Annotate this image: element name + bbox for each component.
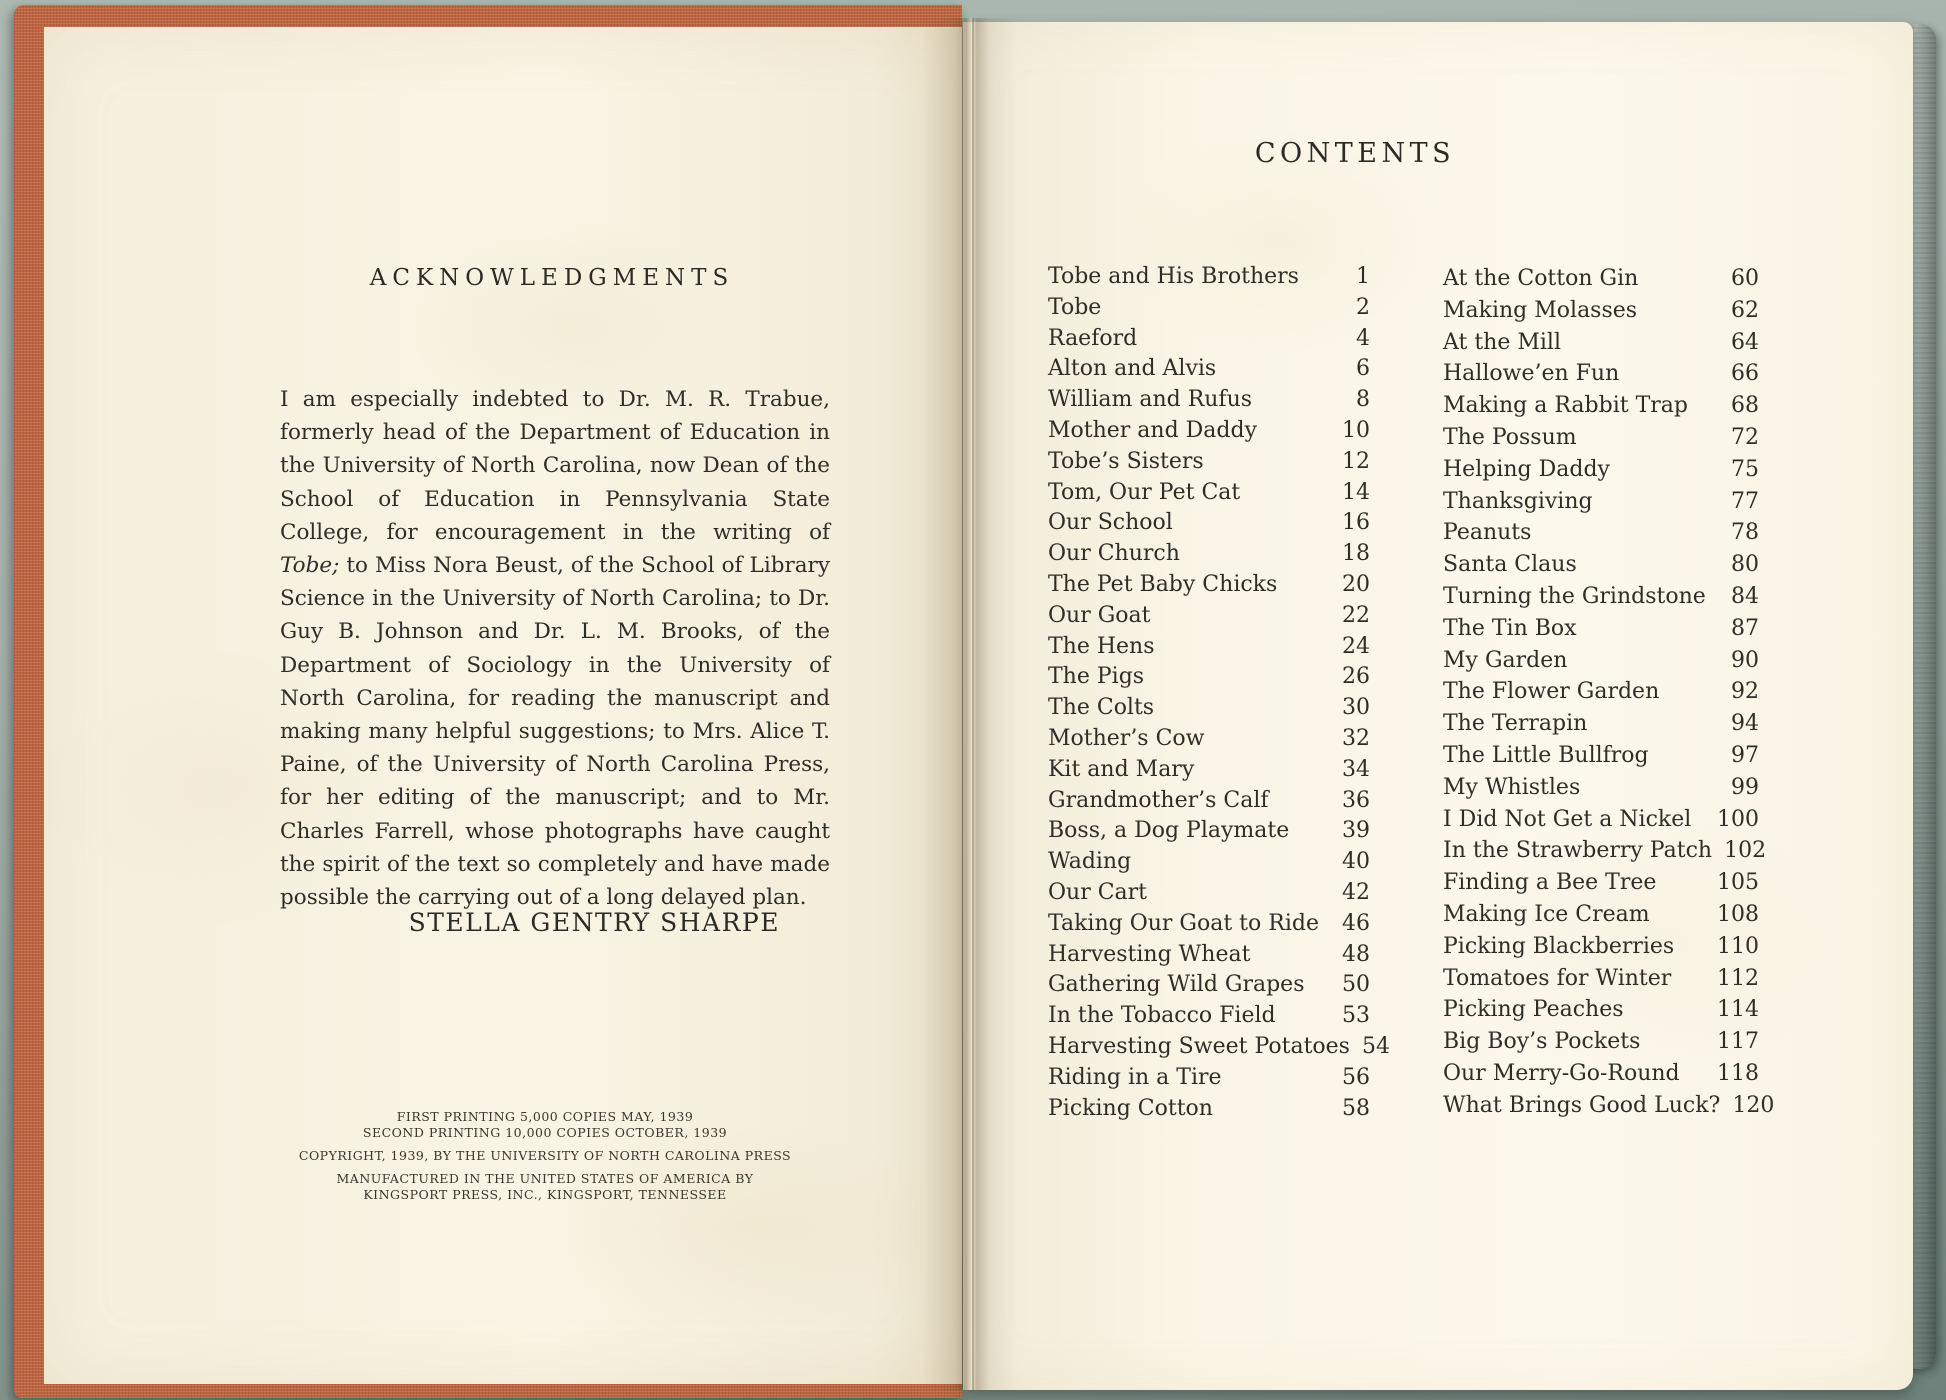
toc-entry-title: Tomatoes for Winter	[1443, 965, 1672, 991]
toc-row	[1048, 478, 1370, 509]
toc-row	[1048, 385, 1370, 416]
toc-entry-page: 20	[1342, 571, 1370, 597]
toc-entry-title: Riding in a Tire	[1048, 1064, 1222, 1090]
toc-entry-title: Making a Rabbit Trap	[1443, 393, 1688, 419]
toc-row	[1443, 772, 1759, 804]
toc-entry-title: Taking Our Goat to Ride	[1048, 910, 1319, 936]
toc-entry-title: Tobe and His Brothers	[1048, 264, 1299, 289]
toc-row	[1048, 293, 1370, 324]
toc-row	[1048, 416, 1370, 447]
toc-entry-page: 16	[1342, 510, 1370, 536]
toc-entry-title: I Did Not Get a Nickel	[1443, 806, 1692, 832]
toc-row	[1443, 1058, 1759, 1090]
toc-row	[1048, 447, 1370, 478]
toc-entry-page: 105	[1717, 870, 1759, 896]
toc-row	[1443, 517, 1759, 549]
toc-entry-page: 68	[1731, 393, 1759, 419]
toc-row	[1443, 994, 1759, 1026]
toc-entry-title: Picking Cotton	[1048, 1095, 1213, 1121]
toc-entry-title: Mother’s Cow	[1048, 725, 1205, 751]
toc-row	[1443, 963, 1759, 995]
toc-entry-page: 14	[1342, 479, 1370, 505]
toc-entry-title: Hallowe’en Fun	[1443, 361, 1620, 387]
toc-row	[1048, 940, 1370, 971]
toc-row	[1048, 601, 1370, 632]
toc-entry-page: 24	[1342, 633, 1370, 659]
toc-entry-page: 18	[1342, 541, 1370, 567]
toc-row	[1048, 786, 1370, 817]
toc-entry-title: Turning the Grindstone	[1443, 583, 1706, 609]
toc-entry-page: 26	[1342, 664, 1370, 690]
toc-entry-title: Picking Blackberries	[1443, 933, 1675, 959]
toc-entry-page: 75	[1731, 456, 1759, 482]
toc-row	[1443, 931, 1759, 963]
toc-entry-page: 34	[1342, 756, 1370, 782]
toc-entry-page: 54	[1361, 1033, 1390, 1059]
toc-entry-title: Santa Claus	[1443, 552, 1577, 578]
toc-entry-title: The Colts	[1048, 695, 1155, 721]
toc-row	[1048, 878, 1370, 909]
toc-row	[1443, 867, 1759, 899]
toc-row	[1443, 358, 1759, 390]
toc-entry-page: 97	[1731, 742, 1759, 768]
colophon	[280, 1109, 810, 1210]
toc-entry-title: Big Boy’s Pockets	[1443, 1029, 1641, 1055]
toc-row	[1443, 1026, 1759, 1058]
toc-entry-title: Our Church	[1048, 541, 1180, 567]
toc-entry-title: Peanuts	[1443, 520, 1532, 546]
toc-row	[1443, 740, 1759, 772]
toc-entry-page: 32	[1342, 725, 1370, 751]
toc-entry-page: 117	[1717, 1029, 1759, 1055]
toc-entry-page: 87	[1731, 615, 1759, 641]
toc-entry-page: 108	[1717, 901, 1759, 927]
toc-entry-page: 53	[1342, 1003, 1370, 1029]
toc-entry-title: Harvesting Sweet Potatoes	[1048, 1033, 1350, 1059]
contents-page	[963, 22, 1913, 1390]
toc-entry-title: Gathering Wild Grapes	[1048, 972, 1305, 998]
toc-row	[1048, 724, 1370, 755]
toc-entry-page: 56	[1342, 1064, 1370, 1090]
toc-row	[1048, 970, 1370, 1001]
toc-entry-page: 10	[1342, 417, 1370, 443]
toc-row	[1048, 755, 1370, 786]
toc-entry-page: 60	[1731, 266, 1759, 291]
toc-row	[1048, 262, 1370, 293]
toc-entry-title: In the Strawberry Patch	[1443, 838, 1713, 864]
toc-entry-title: Tobe	[1048, 294, 1102, 320]
toc-entry-page: 39	[1342, 818, 1370, 844]
toc-entry-page: 40	[1342, 849, 1370, 875]
toc-row	[1443, 454, 1759, 486]
toc-entry-title: Our School	[1048, 510, 1173, 536]
toc-entry-page: 112	[1717, 965, 1759, 991]
toc-entry-page: 94	[1731, 711, 1759, 737]
toc-row	[1443, 581, 1759, 613]
toc-row	[1048, 909, 1370, 940]
toc-entry-page: 4	[1356, 325, 1370, 351]
toc-entry-title: Our Cart	[1048, 879, 1148, 905]
toc-entry-page: 36	[1342, 787, 1370, 813]
toc-entry-title: Boss, a Dog Playmate	[1048, 818, 1290, 844]
toc-entry-page: 58	[1342, 1095, 1370, 1121]
printing-lines	[280, 1109, 810, 1141]
toc-row	[1443, 295, 1759, 327]
toc-entry-title: Wading	[1048, 849, 1132, 875]
toc-row	[1048, 816, 1370, 847]
toc-row	[1443, 390, 1759, 422]
toc-entry-page: 62	[1731, 297, 1759, 323]
colophon-line: SECOND PRINTING 10,000 COPIES OCTOBER, 1939	[362, 1125, 728, 1140]
toc-entry-title: My Whistles	[1443, 774, 1581, 800]
toc-row	[1048, 508, 1370, 539]
toc-entry-title: Thanksgiving	[1443, 488, 1593, 514]
toc-entry-page: 80	[1731, 552, 1759, 578]
toc-column-left	[1048, 262, 1390, 1124]
toc-row	[1048, 539, 1370, 570]
toc-row	[1443, 835, 1767, 867]
toc-entry-page: 2	[1356, 294, 1370, 320]
toc-row	[1048, 1001, 1370, 1032]
toc-entry-page: 72	[1731, 424, 1759, 450]
toc-entry-title: Finding a Bee Tree	[1443, 870, 1657, 896]
toc-entry-page: 99	[1731, 774, 1759, 800]
toc-entry-title: Grandmother’s Calf	[1048, 787, 1269, 813]
toc-entry-title: At the Cotton Gin	[1443, 266, 1639, 291]
toc-row	[1443, 486, 1759, 518]
toc-entry-title: William and Rufus	[1048, 387, 1253, 413]
toc-entry-page: 64	[1731, 329, 1759, 355]
toc-entry-page: 30	[1342, 695, 1370, 721]
toc-row	[1048, 324, 1370, 355]
toc-entry-title: The Little Bullfrog	[1443, 742, 1649, 768]
acknowledgments-paragraph	[280, 383, 830, 914]
contents-heading: CONTENTS	[1254, 138, 1456, 169]
acknowledgments-heading: ACKNOWLEDGMENTS	[369, 265, 735, 291]
toc-row	[1048, 1094, 1370, 1125]
toc-entry-page: 1	[1356, 264, 1370, 289]
toc-entry-title: Tom, Our Pet Cat	[1048, 479, 1241, 505]
toc-row	[1048, 1063, 1370, 1094]
toc-entry-title: The Hens	[1048, 633, 1155, 659]
acknowledgments-page	[44, 27, 962, 1384]
toc-entry-title: The Tin Box	[1443, 615, 1577, 641]
toc-entry-page: 12	[1342, 448, 1370, 474]
toc-entry-title: The Pigs	[1048, 664, 1145, 690]
colophon-line: MANUFACTURED IN THE UNITED STATES OF AMERICA BY	[336, 1171, 754, 1186]
toc-entry-page: 90	[1731, 647, 1759, 673]
toc-entry-title: Picking Peaches	[1443, 997, 1624, 1023]
toc-row	[1048, 662, 1370, 693]
colophon-line: FIRST PRINTING 5,000 COPIES MAY, 1939	[396, 1109, 694, 1124]
toc-row	[1048, 632, 1370, 663]
toc-entry-title: The Flower Garden	[1443, 679, 1660, 705]
colophon-line: KINGSPORT PRESS, INC., KINGSPORT, TENNESSEE	[363, 1187, 727, 1202]
toc-row	[1443, 263, 1759, 295]
toc-entry-page: 46	[1342, 910, 1370, 936]
toc-entry-title: Kit and Mary	[1048, 756, 1195, 782]
toc-entry-title: The Terrapin	[1443, 711, 1588, 737]
toc-entry-page: 22	[1342, 602, 1370, 628]
toc-row	[1443, 1090, 1775, 1122]
toc-entry-page: 6	[1356, 356, 1370, 382]
toc-entry-title: The Pet Baby Chicks	[1048, 571, 1278, 597]
copyright-group	[280, 1148, 810, 1164]
toc-row	[1443, 645, 1759, 677]
toc-row	[1443, 613, 1759, 645]
toc-row	[1048, 693, 1370, 724]
toc-entry-title: Helping Daddy	[1443, 456, 1610, 482]
toc-row	[1443, 676, 1759, 708]
toc-entry-page: 8	[1356, 387, 1370, 413]
toc-entry-title: Alton and Alvis	[1048, 356, 1217, 382]
toc-row	[1443, 804, 1759, 836]
toc-entry-title: Our Merry-Go-Round	[1443, 1060, 1680, 1086]
toc-entry-page: 114	[1717, 997, 1759, 1023]
toc-entry-page: 120	[1732, 1092, 1775, 1118]
toc-row	[1443, 899, 1759, 931]
toc-entry-page: 42	[1342, 879, 1370, 905]
author-signature: STELLA GENTRY SHARPE	[408, 908, 780, 937]
toc-entry-title: Our Goat	[1048, 602, 1151, 628]
toc-entry-title: Making Molasses	[1443, 297, 1638, 323]
toc-row	[1048, 847, 1370, 878]
toc-entry-title: Making Ice Cream	[1443, 901, 1650, 927]
toc-entry-page: 77	[1731, 488, 1759, 514]
toc-entry-page: 118	[1717, 1060, 1759, 1086]
toc-entry-page: 78	[1731, 520, 1759, 546]
toc-entry-page: 84	[1731, 583, 1759, 609]
toc-row	[1443, 549, 1759, 581]
toc-entry-page: 92	[1731, 679, 1759, 705]
toc-entry-title: Harvesting Wheat	[1048, 941, 1251, 967]
toc-entry-page: 66	[1731, 361, 1759, 387]
toc-row	[1048, 354, 1370, 385]
toc-entry-title: My Garden	[1443, 647, 1568, 673]
toc-row	[1443, 708, 1759, 740]
manufactured-lines	[280, 1171, 810, 1203]
toc-entry-page: 50	[1342, 972, 1370, 998]
copyright-line: COPYRIGHT, 1939, BY THE UNIVERSITY OF NORTH CAROLINA PRESS	[298, 1148, 792, 1163]
toc-entry-title: In the Tobacco Field	[1048, 1003, 1276, 1029]
toc-column-right	[1443, 263, 1775, 1122]
paragraph-text-before: I am especially indebted to Dr. M. R. Trabue, formerly head of the Department of Education in the University of North Carolina, now Dean of the School of Education in Pennsylvania State College, for encouragement in the writing of	[280, 387, 830, 545]
toc-entry-page: 48	[1342, 941, 1370, 967]
toc-entry-title: The Possum	[1443, 424, 1577, 450]
toc-entry-page: 110	[1717, 933, 1759, 959]
book-title-italic: Tobe;	[280, 553, 340, 579]
toc-entry-page: 102	[1724, 838, 1767, 864]
toc-row	[1443, 422, 1759, 454]
toc-entry-title: What Brings Good Luck?	[1443, 1092, 1721, 1118]
toc-row	[1048, 1032, 1390, 1063]
toc-entry-page: 100	[1717, 806, 1759, 832]
toc-entry-title: At the Mill	[1443, 329, 1561, 355]
paragraph-text-after: to Miss Nora Beust, of the School of Library Science in the University of North Carolina; to Dr. Guy B. Johnson and Dr. L. M. Brooks, of the Department of Sociology in the University of North Carolina, for reading the manuscript and making many helpful suggestions; to Mrs. Alice T. Paine, of the University of North Carolina Press, for her editing of the manuscript; and to Mr. Charles Farrell, whose photographs have caught the spirit of the text so completely and have made possible the carrying out of a long delayed plan.	[280, 553, 830, 911]
toc-entry-title: Raeford	[1048, 325, 1138, 351]
toc-entry-title: Tobe’s Sisters	[1048, 448, 1204, 474]
toc-row	[1048, 570, 1370, 601]
toc-row	[1443, 327, 1759, 359]
toc-entry-title: Mother and Daddy	[1048, 417, 1258, 443]
